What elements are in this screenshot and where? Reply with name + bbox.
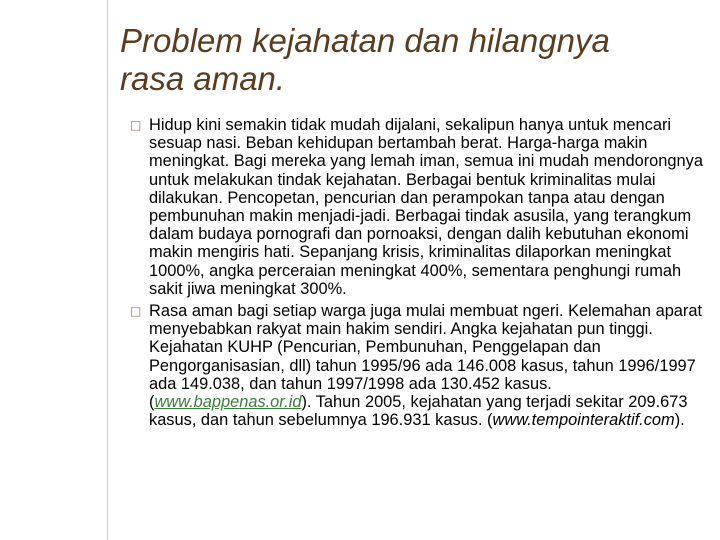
bullet-text-2a: Rasa aman bagi setiap warga juga mulai membuat ngeri. Kelemahan aparat menyebabkan rakyat main hakim sendiri. Angka kejahatan pun tinggi. Kejahatan KUHP (Pencurian, Pembunuhan, Penggelapan dan Pengorganisasian, dll) tahun 1995/96 ada 146.008 kasus, tahun 1996/1997 ada 149.038, dan tahun 1997/1998 ada 130.452 kasus. ( [149,302,703,412]
slide-title [120,22,710,98]
bullet-text-1: Hidup kini semakin tidak mudah dijalani, sekalipun hanya untuk mencari sesuap nasi. Beban kehidupan bertambah berat. Harga-harga makin meningkat. Bagi mereka yang lemah iman, semua ini mudah mendorongnya untuk melakukan tindak kejahatan. Berbagai bentuk kriminalitas mulai dilakukan. Pencopetan, pencurian dan perampokan tanpa atau dengan pembunuhan makin menjadi-jadi. Berbagai tindak asusila, yang terangkum dalam budaya pornografi dan pornoaksi, dengan dalih kebutuhan ekonomi makin mengiris hati. Sepanjang krisis, kriminalitas dilaporkan meningkat 1000%, angka perceraian meningkat 400%, sementara penghungi rumah sakit jiwa meningkat 300%. [149,116,703,298]
bullet-text-2c: ). [674,411,685,430]
title-line-1: Problem kejahatan dan hilangnya [120,22,610,59]
bullet-text-2b: ). Tahun 2005, kejahatan yang terjadi sekitar 209.673 kasus, dan tahun sebelumnya 196.931 kasus. ( [149,393,688,430]
bullet-item-1 [130,116,705,298]
bullet-item-2 [130,302,705,429]
bappenas-link[interactable]: www.bappenas.or.id [154,393,302,412]
decorative-divider [107,0,108,540]
bullet-box-icon: □ [130,304,142,319]
tempointeraktif-source: www.tempointeraktif.com [492,411,675,430]
bullet-list [130,116,705,433]
bullet-box-icon: □ [130,118,142,132]
title-line-2: rasa aman. [120,60,286,97]
